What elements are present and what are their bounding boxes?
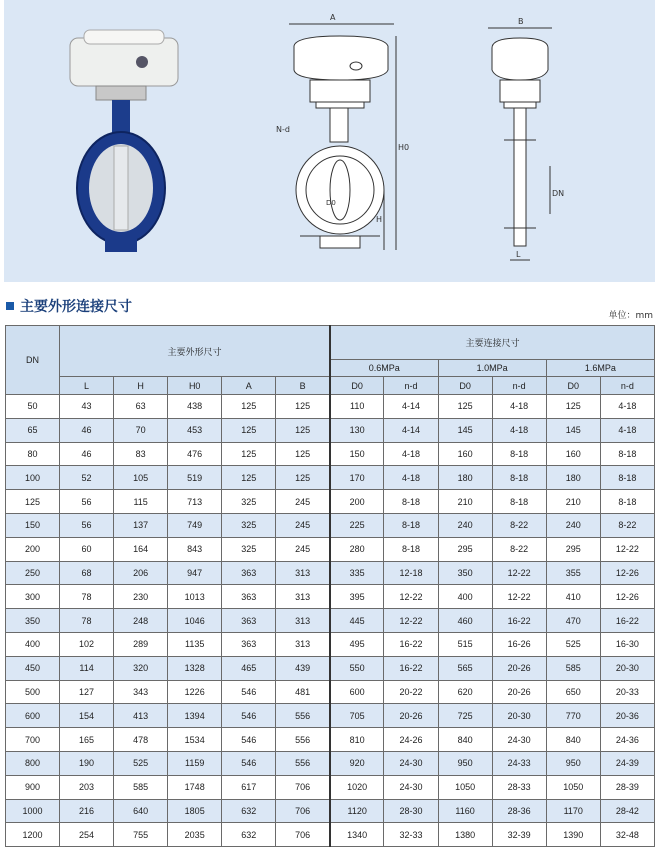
table-cell: 63 (114, 395, 168, 419)
table-cell: 16-26 (492, 632, 546, 656)
table-cell: 16-22 (600, 609, 654, 633)
table-cell: 556 (276, 704, 330, 728)
table-cell: 2035 (168, 823, 222, 847)
side-view-drawing (488, 17, 564, 260)
table-cell: 130 (330, 418, 384, 442)
table-cell: 755 (114, 823, 168, 847)
col-header: n-d (384, 377, 438, 395)
table-cell: 565 (438, 656, 492, 680)
table-cell: 550 (330, 656, 384, 680)
table-cell: 325 (222, 490, 276, 514)
table-cell: 843 (168, 537, 222, 561)
table-cell: 1135 (168, 632, 222, 656)
table-cell: 83 (114, 442, 168, 466)
table-cell: 125 (222, 466, 276, 490)
table-row (6, 395, 655, 419)
table-cell: 1120 (330, 799, 384, 823)
table-cell: 556 (276, 728, 330, 752)
table-cell: 620 (438, 680, 492, 704)
table-cell: 343 (114, 680, 168, 704)
pressure-header: 0.6MPa (330, 360, 438, 377)
table-cell: 320 (114, 656, 168, 680)
table-cell: 4-18 (600, 418, 654, 442)
col-header: L (60, 377, 114, 395)
table-cell: 56 (60, 490, 114, 514)
table-cell: 52 (60, 466, 114, 490)
table-cell: 313 (276, 585, 330, 609)
table-cell: 335 (330, 561, 384, 585)
table-cell: 749 (168, 513, 222, 537)
table-cell: 24-39 (600, 751, 654, 775)
pressure-header: 1.0MPa (438, 360, 546, 377)
dn-cell: 350 (6, 609, 60, 633)
table-cell: 28-39 (600, 775, 654, 799)
table-cell: 60 (60, 537, 114, 561)
table-cell: 1160 (438, 799, 492, 823)
table-cell: 245 (276, 537, 330, 561)
table-cell: 439 (276, 656, 330, 680)
table-cell: 24-36 (600, 728, 654, 752)
conn-dims-group-header: 主要连接尺寸 (330, 326, 655, 360)
table-cell: 70 (114, 418, 168, 442)
table-cell: 632 (222, 823, 276, 847)
table-cell: 1340 (330, 823, 384, 847)
table-cell: 495 (330, 632, 384, 656)
table-cell: 950 (546, 751, 600, 775)
table-cell: 28-42 (600, 799, 654, 823)
table-cell: 137 (114, 513, 168, 537)
dn-cell: 900 (6, 775, 60, 799)
table-cell: 160 (546, 442, 600, 466)
table-cell: 24-30 (492, 728, 546, 752)
table-cell: 650 (546, 680, 600, 704)
svg-text:D0: D0 (326, 199, 336, 207)
table-cell: 125 (276, 395, 330, 419)
dn-cell: 80 (6, 442, 60, 466)
table-cell: 1046 (168, 609, 222, 633)
dn-cell: 1000 (6, 799, 60, 823)
table-cell: 4-18 (492, 418, 546, 442)
table-cell: 4-18 (384, 466, 438, 490)
table-cell: 355 (546, 561, 600, 585)
col-header: A (222, 377, 276, 395)
dn-cell: 400 (6, 632, 60, 656)
valve-photo (70, 30, 178, 252)
table-cell: 640 (114, 799, 168, 823)
col-header: D0 (438, 377, 492, 395)
table-cell: 947 (168, 561, 222, 585)
table-cell: 8-18 (492, 442, 546, 466)
table-cell: 705 (330, 704, 384, 728)
table-cell: 16-30 (600, 632, 654, 656)
col-header: D0 (546, 377, 600, 395)
table-row (6, 656, 655, 680)
table-cell: 4-14 (384, 418, 438, 442)
table-cell: 8-22 (492, 537, 546, 561)
table-cell: 230 (114, 585, 168, 609)
table-cell: 546 (222, 728, 276, 752)
table-cell: 12-22 (492, 561, 546, 585)
col-header: B (276, 377, 330, 395)
table-cell: 770 (546, 704, 600, 728)
dn-cell: 300 (6, 585, 60, 609)
table-cell: 470 (546, 609, 600, 633)
table-cell: 810 (330, 728, 384, 752)
pressure-header: 1.6MPa (546, 360, 654, 377)
table-cell: 8-18 (492, 490, 546, 514)
table-cell: 1748 (168, 775, 222, 799)
table-cell: 438 (168, 395, 222, 419)
table-cell: 1050 (546, 775, 600, 799)
valve-drawings (4, 0, 655, 282)
table-cell: 325 (222, 537, 276, 561)
dn-cell: 150 (6, 513, 60, 537)
table-cell: 20-26 (492, 680, 546, 704)
table-cell: 706 (276, 799, 330, 823)
table-cell: 125 (222, 395, 276, 419)
table-cell: 515 (438, 632, 492, 656)
product-figure-panel (4, 0, 655, 282)
table-cell: 20-22 (384, 680, 438, 704)
table-cell: 203 (60, 775, 114, 799)
table-cell: 216 (60, 799, 114, 823)
svg-text:N-d: N-d (276, 125, 290, 134)
table-cell: 46 (60, 442, 114, 466)
dn-cell: 65 (6, 418, 60, 442)
table-cell: 840 (438, 728, 492, 752)
table-cell: 395 (330, 585, 384, 609)
table-cell: 125 (222, 418, 276, 442)
col-header: D0 (330, 377, 384, 395)
table-cell: 289 (114, 632, 168, 656)
table-cell: 525 (546, 632, 600, 656)
table-cell: 125 (276, 442, 330, 466)
table-cell: 585 (546, 656, 600, 680)
table-cell: 28-36 (492, 799, 546, 823)
table-cell: 24-30 (384, 751, 438, 775)
table-cell: 32-39 (492, 823, 546, 847)
table-cell: 125 (546, 395, 600, 419)
table-cell: 78 (60, 609, 114, 633)
table-cell: 725 (438, 704, 492, 728)
dn-header: DN (6, 326, 60, 395)
table-cell: 1170 (546, 799, 600, 823)
table-cell: 546 (222, 751, 276, 775)
unit-label: 单位：mm (608, 311, 653, 321)
table-cell: 125 (276, 418, 330, 442)
table-cell: 16-22 (384, 656, 438, 680)
col-header: n-d (492, 377, 546, 395)
table-body (6, 395, 655, 847)
table-cell: 313 (276, 632, 330, 656)
table-cell: 350 (438, 561, 492, 585)
table-cell: 20-33 (600, 680, 654, 704)
table-cell: 920 (330, 751, 384, 775)
table-row (6, 799, 655, 823)
section-title-text: 主要外形连接尺寸 (20, 299, 132, 315)
table-cell: 12-22 (384, 609, 438, 633)
table-cell: 210 (438, 490, 492, 514)
dn-cell: 125 (6, 490, 60, 514)
table-cell: 313 (276, 561, 330, 585)
title-bullet-icon (6, 302, 14, 310)
table-cell: 16-22 (492, 609, 546, 633)
main-dims-group-header: 主要外形尺寸 (60, 326, 330, 377)
table-cell: 68 (60, 561, 114, 585)
table-cell: 20-30 (600, 656, 654, 680)
table-cell: 24-26 (384, 728, 438, 752)
table-cell: 1534 (168, 728, 222, 752)
table-row (6, 537, 655, 561)
table-cell: 254 (60, 823, 114, 847)
table-cell: 295 (546, 537, 600, 561)
table-cell: 20-26 (492, 656, 546, 680)
table-cell: 1013 (168, 585, 222, 609)
table-cell: 20-36 (600, 704, 654, 728)
table-cell: 160 (438, 442, 492, 466)
dn-cell: 800 (6, 751, 60, 775)
dn-cell: 450 (6, 656, 60, 680)
table-cell: 12-26 (600, 585, 654, 609)
table-cell: 413 (114, 704, 168, 728)
table-cell: 1020 (330, 775, 384, 799)
table-cell: 240 (546, 513, 600, 537)
table-cell: 110 (330, 395, 384, 419)
table-cell: 713 (168, 490, 222, 514)
table-cell: 8-18 (600, 490, 654, 514)
table-cell: 410 (546, 585, 600, 609)
table-cell: 8-18 (384, 513, 438, 537)
table-cell: 145 (438, 418, 492, 442)
table-row (6, 728, 655, 752)
dn-cell: 100 (6, 466, 60, 490)
table-cell: 20-30 (492, 704, 546, 728)
table-cell: 20-26 (384, 704, 438, 728)
table-cell: 280 (330, 537, 384, 561)
table-cell: 8-18 (600, 442, 654, 466)
table-row (6, 680, 655, 704)
table-cell: 115 (114, 490, 168, 514)
table-cell: 445 (330, 609, 384, 633)
table-cell: 1050 (438, 775, 492, 799)
dn-cell: 700 (6, 728, 60, 752)
table-cell: 617 (222, 775, 276, 799)
table-cell: 478 (114, 728, 168, 752)
table-cell: 706 (276, 823, 330, 847)
table-cell: 125 (276, 466, 330, 490)
table-cell: 8-18 (384, 537, 438, 561)
table-cell: 363 (222, 561, 276, 585)
table-cell: 400 (438, 585, 492, 609)
table-cell: 325 (222, 513, 276, 537)
table-cell: 46 (60, 418, 114, 442)
table-cell: 4-18 (384, 442, 438, 466)
table-cell: 190 (60, 751, 114, 775)
table-cell: 4-18 (600, 395, 654, 419)
dn-cell: 200 (6, 537, 60, 561)
svg-text:DN: DN (552, 189, 565, 198)
table-row (6, 751, 655, 775)
dn-cell: 600 (6, 704, 60, 728)
table-cell: 206 (114, 561, 168, 585)
table-cell: 240 (438, 513, 492, 537)
table-cell: 4-14 (384, 395, 438, 419)
table-cell: 453 (168, 418, 222, 442)
table-cell: 1390 (546, 823, 600, 847)
table-cell: 1226 (168, 680, 222, 704)
table-cell: 12-22 (492, 585, 546, 609)
table-row (6, 418, 655, 442)
table-cell: 105 (114, 466, 168, 490)
table-cell: 556 (276, 751, 330, 775)
table-cell: 546 (222, 704, 276, 728)
table-cell: 632 (222, 799, 276, 823)
table-row (6, 561, 655, 585)
table-row (6, 775, 655, 799)
table-cell: 12-26 (600, 561, 654, 585)
table-cell: 363 (222, 632, 276, 656)
dn-cell: 50 (6, 395, 60, 419)
table-cell: 4-18 (492, 395, 546, 419)
table-cell: 56 (60, 513, 114, 537)
table-cell: 210 (546, 490, 600, 514)
table-cell: 125 (438, 395, 492, 419)
table-cell: 102 (60, 632, 114, 656)
table-cell: 78 (60, 585, 114, 609)
table-cell: 164 (114, 537, 168, 561)
table-cell: 1394 (168, 704, 222, 728)
table-cell: 12-22 (600, 537, 654, 561)
table-row (6, 513, 655, 537)
table-cell: 180 (546, 466, 600, 490)
table-cell: 1380 (438, 823, 492, 847)
table-row (6, 466, 655, 490)
table-cell: 125 (222, 442, 276, 466)
table-cell: 8-18 (384, 490, 438, 514)
front-view-drawing (276, 13, 409, 250)
table-cell: 840 (546, 728, 600, 752)
table-cell: 600 (330, 680, 384, 704)
section-title (6, 296, 132, 316)
table-cell: 145 (546, 418, 600, 442)
table-cell: 465 (222, 656, 276, 680)
svg-text:A: A (330, 13, 336, 22)
svg-text:B: B (518, 17, 524, 26)
table-cell: 24-30 (384, 775, 438, 799)
svg-text:H0: H0 (398, 143, 410, 152)
col-header: n-d (600, 377, 654, 395)
table-cell: 706 (276, 775, 330, 799)
table-cell: 8-18 (600, 466, 654, 490)
table-cell: 1328 (168, 656, 222, 680)
dn-cell: 500 (6, 680, 60, 704)
table-cell: 8-22 (492, 513, 546, 537)
dn-cell: 1200 (6, 823, 60, 847)
table-cell: 165 (60, 728, 114, 752)
table-cell: 114 (60, 656, 114, 680)
table-cell: 28-30 (384, 799, 438, 823)
table-row (6, 704, 655, 728)
table-cell: 525 (114, 751, 168, 775)
dimensions-table (5, 325, 655, 847)
table-cell: 150 (330, 442, 384, 466)
table-cell: 460 (438, 609, 492, 633)
table-cell: 248 (114, 609, 168, 633)
table-cell: 32-33 (384, 823, 438, 847)
table-cell: 12-18 (384, 561, 438, 585)
table-cell: 950 (438, 751, 492, 775)
table-cell: 8-22 (600, 513, 654, 537)
table-cell: 24-33 (492, 751, 546, 775)
col-header: H (114, 377, 168, 395)
table-cell: 363 (222, 585, 276, 609)
table-cell: 585 (114, 775, 168, 799)
svg-text:L: L (516, 250, 521, 259)
table-cell: 245 (276, 490, 330, 514)
table-cell: 295 (438, 537, 492, 561)
table-cell: 476 (168, 442, 222, 466)
col-header: H0 (168, 377, 222, 395)
table-cell: 12-22 (384, 585, 438, 609)
table-cell: 180 (438, 466, 492, 490)
table-cell: 245 (276, 513, 330, 537)
svg-text:H: H (376, 215, 383, 224)
table-cell: 43 (60, 395, 114, 419)
table-cell: 546 (222, 680, 276, 704)
table-cell: 170 (330, 466, 384, 490)
table-cell: 200 (330, 490, 384, 514)
table-row (6, 609, 655, 633)
dn-cell: 250 (6, 561, 60, 585)
table-cell: 127 (60, 680, 114, 704)
table-row (6, 585, 655, 609)
table-cell: 1159 (168, 751, 222, 775)
table-cell: 363 (222, 609, 276, 633)
table-cell: 313 (276, 609, 330, 633)
table-row (6, 490, 655, 514)
table-cell: 519 (168, 466, 222, 490)
table-cell: 8-18 (492, 466, 546, 490)
table-cell: 1805 (168, 799, 222, 823)
table-cell: 481 (276, 680, 330, 704)
table-cell: 32-48 (600, 823, 654, 847)
table-cell: 16-22 (384, 632, 438, 656)
table-cell: 28-33 (492, 775, 546, 799)
table-cell: 154 (60, 704, 114, 728)
table-row (6, 632, 655, 656)
table-cell: 225 (330, 513, 384, 537)
table-row (6, 442, 655, 466)
